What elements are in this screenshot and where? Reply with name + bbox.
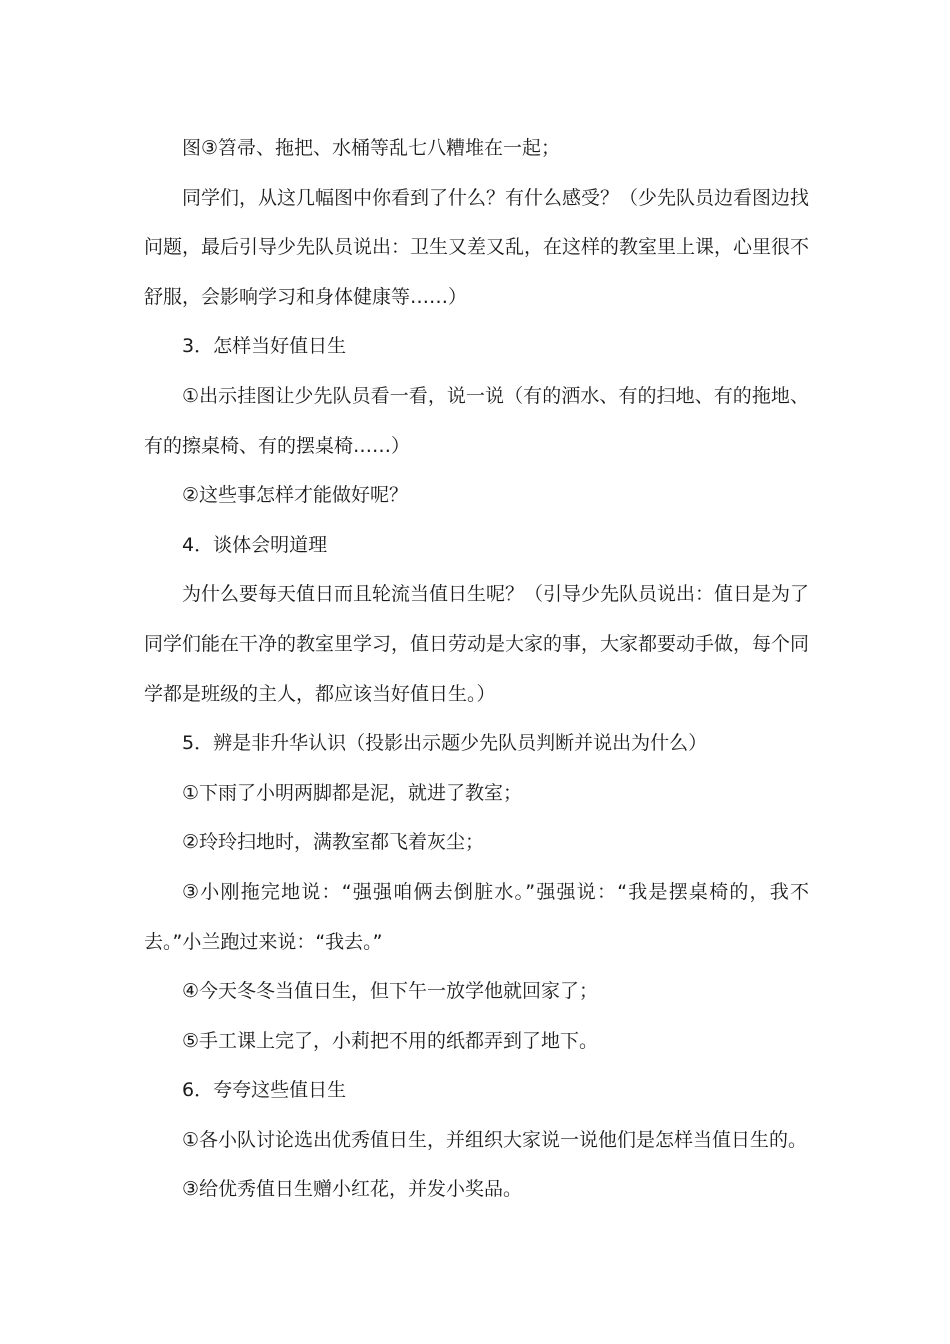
section-heading-4: 4．谈体会明道理 (182, 533, 328, 556)
list-item-praise-3: ③给优秀值日生赠小红花，并发小奖品。 (182, 1178, 523, 1201)
list-item-praise-1: ①各小队讨论选出优秀值日生，并组织大家说一说他们是怎样当值日生的。 (182, 1128, 808, 1151)
paragraph-why-duty: 为什么要每天值日而且轮流当值日生呢？（引导少先队员说出：值日是为了同学们能在干净的教室里学习，值日劳动是大家的事，大家都要动手做，每个同学都是班级的主人，都应该当好值日生。） (144, 583, 810, 705)
paragraph-question-feelings: 同学们，从这几幅图中你看到了什么？有什么感受？（少先队员边看图边找问题，最后引导少先队员说出：卫生又差又乱，在这样的教室里上课，心里很不舒服，会影响学习和身体健康等……） (144, 186, 810, 308)
section-heading-3: 3．怎样当好值日生 (182, 335, 347, 358)
list-item-case-2: ②玲玲扫地时，满教室都飞着灰尘； (182, 831, 485, 854)
section-heading-5: 5．辨是非升华认识（投影出示题少先队员判断并说出为什么） (182, 732, 708, 755)
paragraph-how-do-well: ②这些事怎样才能做好呢？ (182, 484, 409, 507)
paragraph-show-chart: ①出示挂图让少先队员看一看，说一说（有的洒水、有的扫地、有的拖地、有的擦桌椅、有的摆桌椅……） (144, 384, 809, 457)
paragraph-figure-3: 图③笤帚、拖把、水桶等乱七八糟堆在一起； (182, 137, 561, 159)
list-item-case-5: ⑤手工课上完了，小莉把不用的纸都弄到了地下。 (182, 1029, 599, 1052)
section-heading-6: 6．夸夸这些值日生 (182, 1079, 347, 1102)
document-page (144, 124, 809, 1215)
list-item-case-1: ①下雨了小明两脚都是泥，就进了教室； (182, 781, 523, 804)
list-item-case-3: ③小刚拖完地说：“强强咱俩去倒脏水。”强强说：“我是摆桌椅的，我不去。”小兰跑过来说：“我去。” (144, 880, 809, 953)
list-item-case-4: ④今天冬冬当值日生，但下午一放学他就回家了； (182, 980, 599, 1003)
